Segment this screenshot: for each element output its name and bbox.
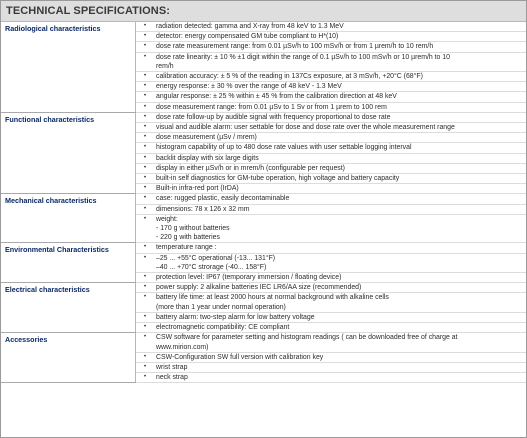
spec-item-line: battery alarm: two-step alarm for low battery voltage (156, 313, 315, 321)
spec-item (154, 82, 526, 92)
bullet-icon: • (136, 373, 155, 383)
spec-item-line: dose measurement range: from 0.01 µSv to 1 Sv or from 1 µrem to 100 rem (156, 103, 387, 111)
spec-table (1, 22, 526, 383)
bullet-icon: • (136, 352, 155, 362)
spec-item (154, 92, 526, 102)
spec-item (154, 204, 526, 214)
bullet-icon: • (136, 194, 155, 204)
spec-item-line: calibration accuracy: ± 5 % of the reading in 137Cs exposure, at 3 mSv/h, +20°C (68°F) (156, 73, 423, 81)
spec-row (1, 194, 526, 204)
spec-item-line: CSW-Configuration SW full version with calibration key (156, 353, 324, 361)
spec-item (154, 283, 526, 293)
bullet-icon: • (136, 123, 155, 133)
bullet-icon: • (136, 163, 155, 173)
bullet-icon: • (136, 333, 155, 352)
spec-item-line: dose rate measurement range: from 0.01 µSv/h to 100 mSv/h or from 1 µrem/h to 10 rem/h (156, 43, 434, 51)
spec-item (154, 123, 526, 133)
spec-item-line: power supply: 2 alkaline batteries IEC LR6/AA size (recommended) (156, 284, 362, 292)
page-title: TECHNICAL SPECIFICATIONS: (1, 1, 526, 22)
spec-item (154, 143, 526, 153)
section-heading: Accessories (1, 333, 136, 383)
bullet-icon: • (136, 112, 155, 122)
spec-item (154, 273, 526, 283)
bullet-icon: • (136, 293, 155, 312)
section-heading: Radiological characteristics (1, 22, 136, 112)
bullet-icon: • (136, 174, 155, 184)
spec-item-line: detector: energy compensated GM tube compliant to H*(10) (156, 33, 339, 41)
spec-item-line: electromagnetic compatibility: CE compliant (156, 324, 290, 332)
spec-item-line: backlit display with six large digits (156, 154, 259, 162)
bullet-icon: • (136, 22, 155, 32)
bullet-icon: • (136, 323, 155, 333)
spec-item (154, 32, 526, 42)
spec-item-line: CSW software for parameter setting and histogram readings ( can be downloaded free of charge at (156, 334, 458, 342)
bullet-icon: • (136, 133, 155, 143)
bullet-icon: • (136, 32, 155, 42)
spec-item (154, 102, 526, 112)
spec-item-line: case: rugged plastic, easily decontaminable (156, 195, 290, 203)
spec-item-line: dose measurement (µSv / mrem) (156, 134, 257, 142)
bullet-icon: • (136, 42, 155, 52)
spec-item-line: rem/h (156, 62, 174, 70)
spec-item (154, 112, 526, 122)
bullet-icon: • (136, 143, 155, 153)
bullet-icon: • (136, 283, 155, 293)
spec-item-line: angular response: ± 25 % within ± 45 % from the calibration direction at 48 keV (156, 93, 397, 101)
spec-item-line: (more than 1 year under normal operation) (156, 303, 286, 311)
spec-item (154, 133, 526, 143)
spec-item (154, 72, 526, 82)
spec-item-line: battery life time: at least 2000 hours at normal background with alkaline cells (156, 294, 389, 302)
spec-item-line: histogram capability of up to 480 dose rate values with user settable logging interval (156, 144, 412, 152)
bullet-icon: • (136, 92, 155, 102)
spec-item-line: energy response: ± 30 % over the range of 48 keV - 1.3 MeV (156, 83, 342, 91)
spec-item-line: - 220 g with batteries (156, 234, 220, 242)
bullet-icon: • (136, 52, 155, 71)
spec-item-line: temperature range : (156, 244, 217, 252)
spec-item (154, 214, 526, 243)
spec-item (154, 22, 526, 32)
spec-item-line: Built-in infra-red port (IrDA) (156, 185, 239, 193)
spec-item (154, 293, 526, 312)
section-heading: Functional characteristics (1, 112, 136, 194)
bullet-icon: • (136, 214, 155, 243)
spec-item-line: - 170 g without batteries (156, 225, 230, 233)
spec-row (1, 22, 526, 32)
spec-item (154, 352, 526, 362)
spec-item-line: dose rate follow-up by audible signal with frequency proportional to dose rate (156, 113, 391, 121)
bullet-icon: • (136, 184, 155, 194)
spec-row (1, 112, 526, 122)
spec-item (154, 42, 526, 52)
spec-item (154, 333, 526, 352)
spec-item-line: www.mirion.com) (156, 343, 209, 351)
spec-item (154, 243, 526, 253)
bullet-icon: • (136, 312, 155, 322)
bullet-icon: • (136, 72, 155, 82)
spec-item-line: –25 ... +55°C operational (-13... 131°F) (156, 254, 276, 262)
bullet-icon: • (136, 362, 155, 372)
spec-row (1, 243, 526, 253)
spec-item (154, 323, 526, 333)
section-heading: Electrical characteristics (1, 283, 136, 333)
bullet-icon: • (136, 253, 155, 272)
spec-item-line: dose rate linearity: ± 10 % ±1 digit within the range of 0.1 µSv/h to 100 mSv/h or 10 µrem/h to 10 (156, 53, 450, 61)
spec-item (154, 174, 526, 184)
bullet-icon: • (136, 243, 155, 253)
spec-row (1, 283, 526, 293)
bullet-icon: • (136, 102, 155, 112)
spec-item (154, 312, 526, 322)
spec-item-line: protection level: IP67 (temporary immersion / floating device) (156, 274, 342, 282)
spec-item-line: radiation detected: gamma and X-ray from 48 keV to 1.3 MeV (156, 23, 344, 30)
spec-item (154, 163, 526, 173)
spec-item (154, 373, 526, 383)
spec-item-line: wrist strap (156, 363, 188, 371)
spec-item (154, 362, 526, 372)
spec-item (154, 253, 526, 272)
spec-item (154, 184, 526, 194)
spec-item-line: visual and audible alarm: user settable for dose and dose rate over the whole measurement range (156, 124, 455, 132)
section-heading: Mechanical characteristics (1, 194, 136, 243)
spec-item-line: built-in self diagnostics for GM-tube operation, high voltage and battery capacity (156, 175, 400, 183)
spec-item-line: dimensions: 78 x 126 x 32 mm (156, 205, 250, 213)
bullet-icon: • (136, 153, 155, 163)
spec-item-line: display in either µSv/h or in mrem/h (configurable per request) (156, 164, 345, 172)
spec-row (1, 333, 526, 352)
spec-item (154, 153, 526, 163)
bullet-icon: • (136, 273, 155, 283)
bullet-icon: • (136, 204, 155, 214)
spec-item (154, 194, 526, 204)
spec-item-line: –40 ... +70°C strorage (-40... 158°F) (156, 263, 267, 271)
section-heading: Environmental Characteristics (1, 243, 136, 283)
spec-item-line: weight: (156, 215, 178, 223)
spec-item (154, 52, 526, 71)
spec-item-line: neck strap (156, 374, 188, 382)
bullet-icon: • (136, 82, 155, 92)
